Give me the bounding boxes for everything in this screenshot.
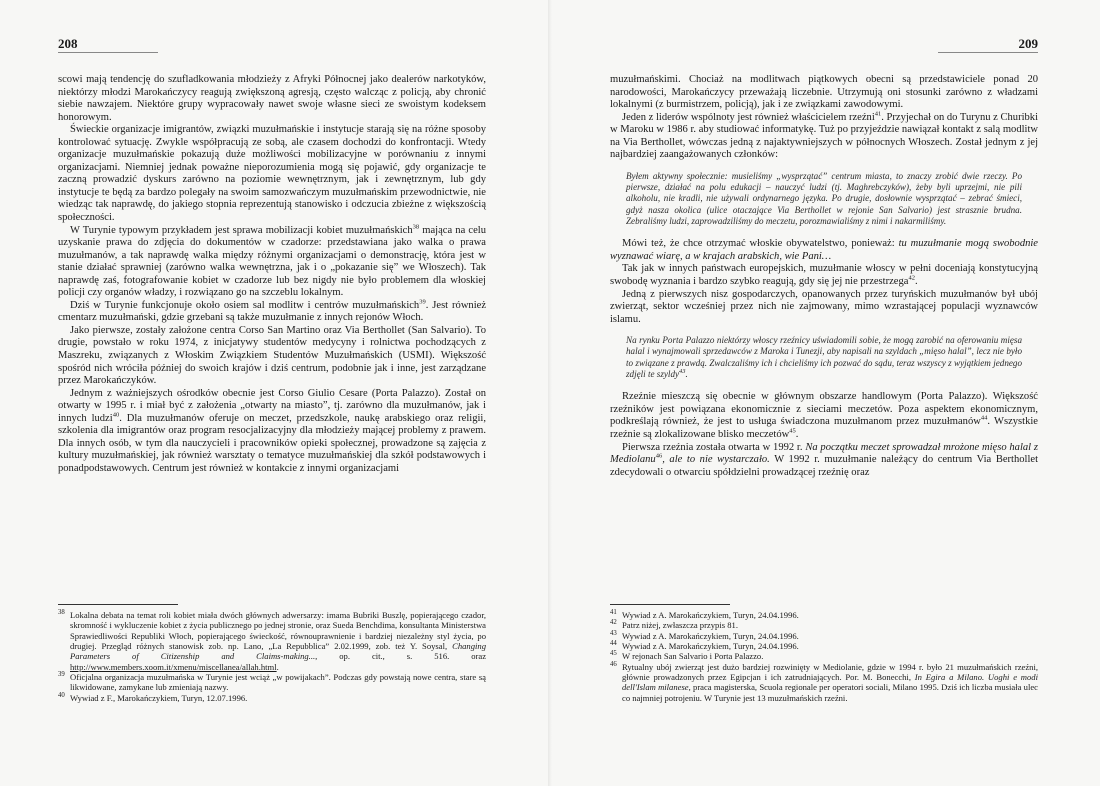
block-quote: Byłem aktywny społecznie: musieliśmy „wysprzątać” centrum miasta, to znaczy zrobić dwie rzeczy. Po pierwsze, działać na polu edukacji – nauczyć ludzi (tj. Maghrebczyków), żeby byli uprzejmi, nie pili alkoholu, nie kradli, nie używali ordynarnego języka. Po drugie, dosłownie wysprzątać – zebrać śmieci, gdyż nasza okolica (ulice otaczające Via Berthollet w rejonie San Salvario) jest strasznie brudna. Zebraliśmy ludzi, zaprowadziliśmy do meczetu, porozmawialiśmy z nimi i nakarmiliśmy.: [626, 170, 1022, 227]
right-page: [610, 0, 1038, 786]
paragraph: Mówi też, że chce otrzymać włoskie obywatelstwo, ponieważ: tu muzułmanie mogą swobodnie wyznawać wiarę, a w krajach arabskich, wie Pani…: [610, 238, 1038, 262]
footnote-rule: [58, 604, 178, 605]
paragraph: scowi mają tendencję do szufladkowania młodzieży z Afryki Północnej jako dealerów narkotyków, niektórzy młodzi Marokańczycy reagują zwiększoną agresją, często walcząc z policją, aby chronić siebie nawzajem. Niektóre grupy wypracowały nawet swoje własne sieci ze swoistym kodeksem honorowym.: [58, 74, 486, 123]
paragraph: Jedną z pierwszych nisz gospodarczych, opanowanych przez turyńskich muzułmanów był ubój zwierząt, sektor wcześniej przez nich nie zajmowany, mimo wzrastającej populacji wyznawców islamu.: [610, 288, 1038, 325]
left-page: [58, 0, 486, 786]
paragraph: Tak jak w innych państwach europejskich, muzułmanie włoscy w pełni doceniają konstytucyjną swobodę wyznania i bardzo szybko reagują, gdy się jej nie przestrzega$^{42}$.: [610, 263, 1038, 287]
paragraph: muzułmańskimi. Chociaż na modlitwach piątkowych obecni są przedstawiciele ponad 20 narodowości, Marokańczycy przeważają liczebnie. Utrzymują oni stosunki zarówno z władzami lokalnymi (z burmistrzem, policją), jak i ze związkami zawodowymi.: [610, 74, 1038, 111]
page-number: 209: [1018, 36, 1038, 51]
footnotes: [610, 604, 1038, 703]
header-rule: [938, 52, 1038, 53]
paragraph: Rzeźnie mieszczą się obecnie w głównym obszarze handlowym (Porta Palazzo). Większość rzeźników jest powiązana ekonomicznie z sieciami meczetów. Poza aspektem ekonomicznym, podkreślają również, że jest to usługa świadczona muzułmanom przez muzułmanów$^{44}$. Wszystkie rzeźnie są zlokalizowane blisko meczetów$^{45}$.: [610, 391, 1038, 440]
footnotes: [58, 604, 486, 703]
paragraph: Jednym z ważniejszych ośrodków obecnie jest Corso Giulio Cesare (Porta Palazzo). Został on otwarty w 1995 r. i miał być z założenia „otwarty na miasto”, tj. zarówno dla muzułmanów, jak i innych ludzi$^{40}$. Dla muzułmanów oferuje on meczet, przedszkole, naukę arabskiego oraz religii, szkolenia dla imigrantów oraz program resocjalizacyjny dla młodzieży mającej problemy z prawem. Dla innych osób, w tym dla nauczycieli i pracowników opieki społecznej, prowadzone są zajęcia z kultury muzułmańskiej, jak również warsztaty o tematyce muzułmańskiej dla szkół podstawowych i ponadpodstawowych. Centrum jest również w kontakcie z innymi organizacjami: [58, 387, 486, 474]
paragraph: Pierwsza rzeźnia została otwarta w 1992 r. Na początku meczet sprowadzał mrożone mięso halal z Mediolanu$^{46}$, ale to nie wystarczało. W 1992 r. muzułmanie należący do centrum Via Berthollet zdecydowali o otwarciu spółdzielni prowadzącej rzeźnię oraz: [610, 441, 1038, 478]
footnote: 38 Lokalna debata na temat roli kobiet miała dwóch głównych adwersarzy: imama Bubriki Buszlę, popierającego czador, skromność i wykluczenie kobiet z życia publicznego po jednej stronie, oraz Sueda Benchdima, konsultanta Ministerstwa Sprawiedliwości Republiki Włoch, popierającego świeckość, równouprawnienie i bardziej niezależny styl życia, po drugiej. Przegląd różnych stanowisk zob. np. Lano, „La Repubblica” 2.02.1999, zob. też Y. Soysal, Changing Parameters of Citizenship and Claims-making..., op. cit., s. 516. oraz http://www.members.xoom.it/xmenu/miscellanea/allah.html.: [58, 609, 487, 672]
footnote-rule: [610, 604, 730, 605]
footnote: 41 Wywiad z A. Marokańczykiem, Turyn, 24.04.1996.: [610, 609, 799, 620]
body-text: [58, 74, 486, 476]
paragraph: W Turynie typowym przykładem jest sprawa mobilizacji kobiet muzułmańskich$^{38}$ mająca na celu uzyskanie prawa do zdjęcia do dokumentów w czadorze: przedstawiana jako walka o prawa muzułmanów, a tak naprawdę walka między różnymi organizacjami o demonstrację, która jest w stanie działać sprawniej (zarówno walka wewnętrzna, jak i o „pokazanie się” we Włoszech). Tak naprawdę zaś, fotografowanie kobiet w czadorze lub bez nigdy nie było problemem dla włoskiej policji czy organów władzy, i rozwiązano go na szczeblu lokalnym.: [58, 223, 486, 299]
paragraph: Jako pierwsze, zostały założone centra Corso San Martino oraz Via Berthollet (San Salvario). To drugie, powstało w roku 1974, z inicjatywy studentów medycyny i rolnictwa pochodzących z Maszreku, związanych z Włoskim Związkiem Studentów Muzułmańskich (USMI). Większość spośród nich wróciła później do swoich krajów i dziś centrum, podobnie jak i inne, jest zarządzane przez Marokańczyków.: [58, 324, 486, 387]
body-text: [610, 74, 1038, 479]
paragraph: Dziś w Turynie funkcjonuje około osiem sal modlitw i centrów muzułmańskich$^{39}$. Jest również cmentarz muzułmański, gdzie grzebani są także muzułmanie z innych rejonów Włoch.: [58, 298, 487, 324]
paragraph: Jeden z liderów wspólnoty jest również właścicielem rzeźni$^{41}$. Przyjechał on do Turynu z Churibki w Maroku w 1986 r. aby studiować informatykę. Tuż po przyjeździe nawiązał kontakt z salą modlitw na Via Berthollet, wówczas jedną z najaktywniejszych w północnych Włoszech. Został jednym z jej najbardziej zaangażowanych członków:: [610, 110, 1039, 161]
footnote: 40 Wywiad z F., Marokańczykiem, Turyn, 12.07.1996.: [58, 691, 248, 703]
footnote: 42 Patrz niżej, zwłaszcza przypis 81.: [610, 619, 738, 631]
gutter: [548, 0, 552, 786]
footnote: 44 Wywiad z A. Marokańczykiem, Turyn, 24.04.1996.: [610, 640, 799, 652]
footnote: 39 Oficjalna organizacja muzułmańska w Turynie jest wciąż „w powijakach”. Podczas gdy powstają nowe centra, stare są likwidowane, zamykane lub zmieniają nazwy.: [58, 671, 486, 693]
header-rule: [58, 52, 158, 53]
paragraph: Świeckie organizacje imigrantów, związki muzułmańskie i instytucje starają się na różne sposoby kontrolować sytuację. Zwykle współpracują ze sobą, ale czasem dochodzi do konfrontacji. Wtedy organizacje muzułmańskie pokazują duże możliwości mobilizacyjne w porównaniu z innymi organizacjami. Niemniej jednak poważne nieporozumienia mogą się pojawić, gdy organizacje te zaczną prowadzić dyskurs zarówno na poziomie wewnętrznym, jak i zewnętrznym, lub gdy instytucje te będą za bardzo polegały na swoim samozwańczym muzułmańskim przewodnictwie, nie wiedząc tak naprawdę, do jakiego stopnia reprezentują stanowisko i odczucia zbieżne z większością społeczności.: [58, 124, 486, 224]
footnote: 45 W rejonach San Salvario i Porta Palazzo.: [610, 650, 764, 662]
footnote: 46 Rytualny ubój zwierząt jest dużo bardziej rozwinięty w Mediolanie, gdzie w 1994 r. było 21 muzułmańskich rzeźni, głównie prowadzonych przez Egipcjan i ich zatrudniających. Por. M. Bonecchi, In Egira a Milano. Uoghi e modi dell'Islam milanese, praca magisterska, Scuola regionale per operatori sociali, Milano 1995. Dziś ich liczba musiała ulec co najmniej potrojeniu. W Turynie jest 13 muzułmańskich rzeźni.: [610, 660, 1038, 703]
footnote-link[interactable]: http://www.members.xoom.it/xmenu/miscellanea/allah.html: [70, 661, 277, 672]
footnote: 43 Wywiad z A. Marokańczykiem, Turyn, 24.04.1996.: [610, 629, 799, 641]
page-number: 208: [58, 36, 78, 51]
block-quote: Na rynku Porta Palazzo niektórzy włoscy rzeźnicy uświadomili sobie, że mogą zarobić na oferowaniu mięsa halal i wynajmowali sprzedawców z Maroka i Tunezji, aby napisali na szyldach „mięso halal”, lecz nie było to związane z prawdą. Zwalczaliśmy ich i chcieliśmy ich pozwać do sądu, teraz wszyscy z wyjątkiem jednego zdjęli te szyldy$^{43}$.: [626, 335, 1022, 380]
